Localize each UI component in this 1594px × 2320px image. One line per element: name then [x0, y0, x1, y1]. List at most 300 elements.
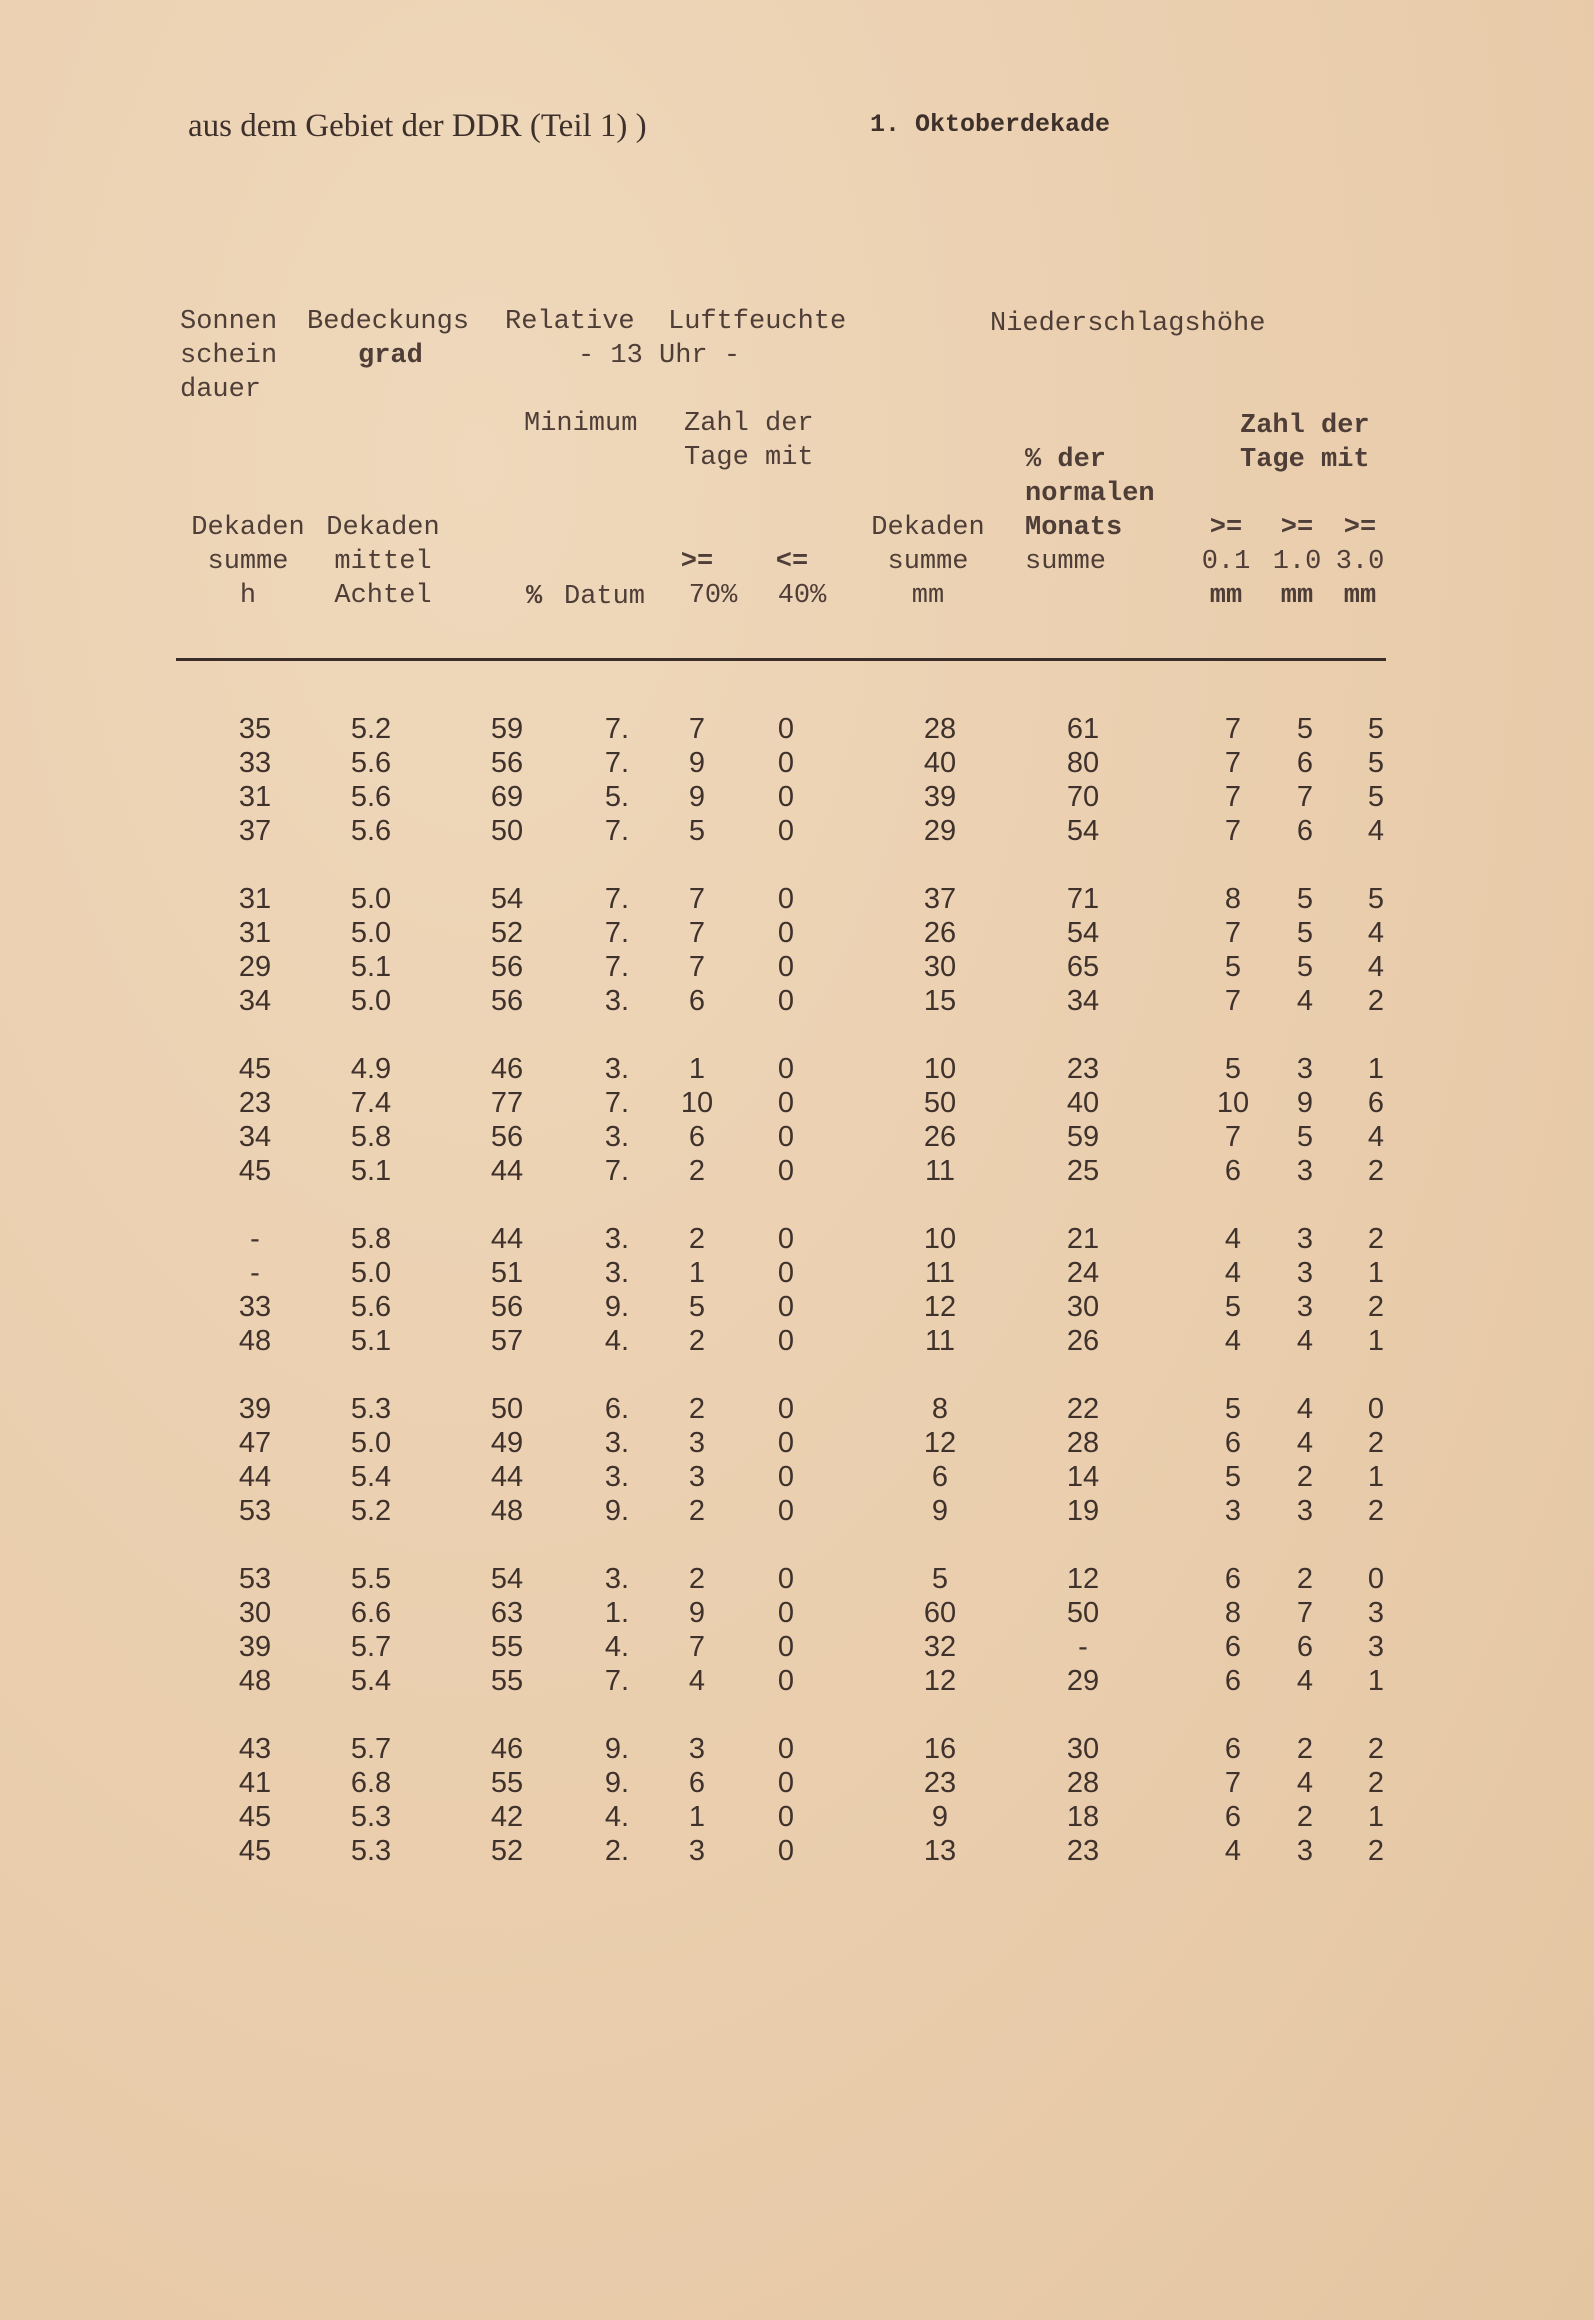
cell-tage-ge30: 2: [1367, 985, 1385, 1017]
cell-minimum-datum: 7.: [604, 747, 630, 779]
cell-dekaden-summe: 44: [238, 1461, 272, 1493]
cell-niederschlag-summe: 6: [931, 1461, 949, 1493]
cell-tage-ge01: 7: [1224, 917, 1242, 949]
cell-tage-ge01: 6: [1224, 1631, 1242, 1663]
cell-tage-le40: 0: [777, 917, 795, 949]
cell-tage-ge10: 3: [1296, 1835, 1314, 1867]
header-monats: Monats: [1025, 513, 1123, 543]
cell-tage-le40: 0: [777, 1767, 795, 1799]
cell-tage-ge01: 6: [1224, 1155, 1242, 1187]
cell-minimum-datum: 4.: [604, 1801, 630, 1833]
cell-niederschlag-summe: 12: [923, 1665, 957, 1697]
cell-dekaden-mittel: 5.1: [350, 1155, 392, 1187]
cell-tage-ge70: 2: [688, 1495, 706, 1527]
table-row: [0, 984, 1594, 1018]
cell-tage-ge30: 1: [1367, 1257, 1385, 1289]
cell-tage-le40: 0: [777, 1291, 795, 1323]
cell-tage-ge10: 4: [1296, 1325, 1314, 1357]
cell-dekaden-summe: 43: [238, 1733, 272, 1765]
cell-niederschlag-summe: 28: [923, 713, 957, 745]
cell-tage-ge70: 3: [688, 1733, 706, 1765]
cell-dekaden-mittel: 5.5: [350, 1563, 392, 1595]
cell-feuchte-minimum: 69: [490, 781, 524, 813]
table-row: [0, 1222, 1594, 1256]
table-row: [0, 1392, 1594, 1426]
header-rule: [176, 658, 1386, 661]
cell-tage-le40: 0: [777, 747, 795, 779]
cell-tage-le40: 0: [777, 1155, 795, 1187]
row-group: [0, 712, 1594, 848]
cell-tage-le40: 0: [777, 1801, 795, 1833]
cell-pct-normal: -: [1078, 1631, 1088, 1663]
cell-feuchte-minimum: 56: [490, 1121, 524, 1153]
cell-dekaden-mittel: 5.3: [350, 1393, 392, 1425]
header-nd-summe: summe: [887, 547, 969, 577]
cell-niederschlag-summe: 29: [923, 815, 957, 847]
cell-dekaden-mittel: 6.6: [350, 1597, 392, 1629]
cell-tage-ge10: 4: [1296, 1427, 1314, 1459]
cell-tage-ge30: 2: [1367, 1427, 1385, 1459]
cell-minimum-datum: 7.: [604, 815, 630, 847]
cell-tage-le40: 0: [777, 1733, 795, 1765]
cell-feuchte-minimum: 54: [490, 883, 524, 915]
cell-tage-ge30: 4: [1367, 917, 1385, 949]
cell-feuchte-minimum: 57: [490, 1325, 524, 1357]
cell-minimum-datum: 7.: [604, 917, 630, 949]
cell-niederschlag-summe: 39: [923, 781, 957, 813]
cell-pct-normal: 30: [1066, 1291, 1100, 1323]
header-luftfeuchte-1: Luftfeuchte: [668, 307, 847, 337]
cell-niederschlag-summe: 11: [924, 1155, 956, 1187]
cell-tage-le40: 0: [777, 781, 795, 813]
header-niederschlag: Niederschlagshöhe: [990, 309, 1266, 339]
cell-tage-ge30: 4: [1367, 815, 1385, 847]
table-row: [0, 882, 1594, 916]
cell-dekaden-summe: -: [250, 1257, 260, 1289]
cell-pct-normal: 21: [1066, 1223, 1100, 1255]
cell-minimum-datum: 4.: [604, 1325, 630, 1357]
header-pct-der: % der: [1025, 445, 1107, 475]
cell-niederschlag-summe: 10: [923, 1053, 957, 1085]
cell-tage-ge30: 2: [1367, 1223, 1385, 1255]
cell-dekaden-summe: 33: [238, 1291, 272, 1323]
cell-minimum-datum: 4.: [604, 1631, 630, 1663]
table-row: [0, 1256, 1594, 1290]
cell-tage-ge70: 5: [688, 815, 706, 847]
header-datum: Datum: [564, 582, 646, 612]
cell-niederschlag-summe: 10: [923, 1223, 957, 1255]
cell-niederschlag-summe: 11: [924, 1257, 956, 1289]
cell-dekaden-mittel: 6.8: [350, 1767, 392, 1799]
cell-tage-ge70: 1: [688, 1257, 706, 1289]
cell-feuchte-minimum: 55: [490, 1631, 524, 1663]
cell-tage-ge10: 4: [1296, 1393, 1314, 1425]
cell-tage-ge10: 3: [1296, 1291, 1314, 1323]
cell-feuchte-minimum: 44: [490, 1223, 524, 1255]
cell-dekaden-summe: 45: [238, 1801, 272, 1833]
cell-feuchte-minimum: 50: [490, 1393, 524, 1425]
cell-minimum-datum: 9.: [604, 1495, 630, 1527]
header-nd-mm: mm: [911, 581, 945, 611]
table-row: [0, 1426, 1594, 1460]
table-row: [0, 1732, 1594, 1766]
cell-tage-ge30: 0: [1367, 1563, 1385, 1595]
header-le40-1: <=: [775, 547, 809, 577]
cell-pct-normal: 23: [1066, 1053, 1100, 1085]
cell-dekaden-mittel: 5.4: [350, 1665, 392, 1697]
cell-tage-ge70: 3: [688, 1461, 706, 1493]
cell-dekaden-summe: 45: [238, 1155, 272, 1187]
cell-tage-ge01: 7: [1224, 1121, 1242, 1153]
cell-pct-normal: 34: [1066, 985, 1100, 1017]
cell-tage-le40: 0: [777, 1631, 795, 1663]
cell-dekaden-summe: 23: [238, 1087, 272, 1119]
header-ge30-3: mm: [1343, 581, 1377, 611]
cell-minimum-datum: 3.: [604, 1461, 630, 1493]
cell-tage-ge70: 7: [688, 917, 706, 949]
cell-dekaden-summe: 34: [238, 985, 272, 1017]
cell-minimum-datum: 9.: [604, 1291, 630, 1323]
table-row: [0, 1630, 1594, 1664]
cell-dekaden-mittel: 5.0: [350, 883, 392, 915]
header-dekaden-mittel-3: Achtel: [334, 581, 432, 611]
cell-dekaden-mittel: 5.2: [350, 713, 392, 745]
cell-dekaden-summe: 31: [238, 883, 272, 915]
table-row: [0, 1086, 1594, 1120]
header-normalen: normalen: [1025, 479, 1155, 509]
cell-feuchte-minimum: 56: [490, 951, 524, 983]
cell-niederschlag-summe: 26: [923, 917, 957, 949]
cell-tage-ge30: 1: [1367, 1053, 1385, 1085]
cell-dekaden-mittel: 5.0: [350, 1427, 392, 1459]
cell-pct-normal: 40: [1066, 1087, 1100, 1119]
page-title: aus dem Gebiet der DDR (Teil 1) ): [188, 108, 647, 144]
cell-dekaden-summe: -: [250, 1223, 260, 1255]
header-dekaden-summe-3: h: [239, 581, 257, 611]
cell-minimum-datum: 7.: [604, 713, 630, 745]
cell-minimum-datum: 2.: [604, 1835, 630, 1867]
cell-niederschlag-summe: 13: [923, 1835, 957, 1867]
cell-dekaden-summe: 48: [238, 1665, 272, 1697]
cell-tage-le40: 0: [777, 1087, 795, 1119]
cell-dekaden-summe: 34: [238, 1121, 272, 1153]
cell-tage-ge30: 5: [1367, 713, 1385, 745]
cell-dekaden-mittel: 5.0: [350, 1257, 392, 1289]
cell-niederschlag-summe: 60: [923, 1597, 957, 1629]
header-relative-2: - 13 Uhr -: [578, 341, 741, 371]
table-row: [0, 1494, 1594, 1528]
cell-pct-normal: 71: [1066, 883, 1100, 915]
cell-tage-ge01: 8: [1224, 883, 1242, 915]
cell-tage-ge10: 9: [1296, 1087, 1314, 1119]
row-group: [0, 1052, 1594, 1188]
cell-minimum-datum: 7.: [604, 1665, 630, 1697]
cell-feuchte-minimum: 51: [490, 1257, 524, 1289]
header-dekaden-mittel-2: mittel: [334, 547, 432, 577]
header-dekaden-summe-1: Dekaden: [191, 513, 305, 543]
cell-dekaden-summe: 31: [238, 917, 272, 949]
cell-tage-ge01: 7: [1224, 747, 1242, 779]
cell-pct-normal: 23: [1066, 1835, 1100, 1867]
cell-minimum-datum: 7.: [604, 1087, 630, 1119]
table-row: [0, 1120, 1594, 1154]
cell-tage-ge70: 9: [688, 781, 706, 813]
cell-tage-ge70: 1: [688, 1801, 706, 1833]
cell-tage-le40: 0: [777, 1665, 795, 1697]
cell-tage-ge01: 4: [1224, 1223, 1242, 1255]
cell-feuchte-minimum: 55: [490, 1767, 524, 1799]
table-row: [0, 950, 1594, 984]
cell-niederschlag-summe: 9: [931, 1495, 949, 1527]
cell-minimum-datum: 5.: [604, 781, 630, 813]
cell-tage-ge10: 3: [1296, 1223, 1314, 1255]
cell-pct-normal: 25: [1066, 1155, 1100, 1187]
cell-tage-le40: 0: [777, 1053, 795, 1085]
header-sonnen-3: dauer: [180, 375, 262, 405]
cell-pct-normal: 61: [1066, 713, 1100, 745]
cell-tage-ge01: 4: [1224, 1835, 1242, 1867]
cell-dekaden-summe: 47: [238, 1427, 272, 1459]
cell-tage-ge30: 0: [1367, 1393, 1385, 1425]
cell-tage-ge01: 4: [1224, 1325, 1242, 1357]
cell-pct-normal: 29: [1066, 1665, 1100, 1697]
header-ge01-1: >=: [1209, 513, 1243, 543]
cell-tage-le40: 0: [777, 1495, 795, 1527]
cell-tage-ge10: 2: [1296, 1461, 1314, 1493]
header-dekaden-mittel-1: Dekaden: [326, 513, 440, 543]
cell-dekaden-mittel: 5.2: [350, 1495, 392, 1527]
cell-tage-le40: 0: [777, 985, 795, 1017]
cell-tage-ge30: 3: [1367, 1631, 1385, 1663]
header-zahl-der-a: Zahl der: [684, 409, 814, 439]
cell-dekaden-mittel: 5.7: [350, 1733, 392, 1765]
data-table-body: [0, 712, 1594, 1902]
cell-feuchte-minimum: 77: [490, 1087, 524, 1119]
table-row: [0, 746, 1594, 780]
cell-tage-ge10: 6: [1296, 1631, 1314, 1663]
cell-pct-normal: 65: [1066, 951, 1100, 983]
table-row: [0, 916, 1594, 950]
cell-dekaden-summe: 45: [238, 1053, 272, 1085]
cell-niederschlag-summe: 8: [931, 1393, 949, 1425]
cell-pct-normal: 12: [1066, 1563, 1100, 1595]
cell-niederschlag-summe: 16: [923, 1733, 957, 1765]
header-zahl-der-b: Zahl der: [1240, 411, 1370, 441]
cell-tage-ge70: 3: [688, 1835, 706, 1867]
cell-minimum-datum: 3.: [604, 1563, 630, 1595]
cell-dekaden-summe: 29: [238, 951, 272, 983]
cell-tage-ge30: 1: [1367, 1325, 1385, 1357]
cell-tage-ge01: 6: [1224, 1665, 1242, 1697]
cell-tage-ge70: 2: [688, 1393, 706, 1425]
cell-dekaden-summe: 39: [238, 1393, 272, 1425]
cell-tage-ge70: 9: [688, 1597, 706, 1629]
header-le40-2: 40%: [777, 581, 827, 611]
table-row: [0, 1052, 1594, 1086]
cell-tage-ge10: 5: [1296, 1121, 1314, 1153]
cell-minimum-datum: 3.: [604, 1121, 630, 1153]
cell-tage-ge01: 5: [1224, 1461, 1242, 1493]
cell-minimum-datum: 3.: [604, 1257, 630, 1289]
cell-dekaden-summe: 39: [238, 1631, 272, 1663]
cell-tage-le40: 0: [777, 883, 795, 915]
cell-pct-normal: 28: [1066, 1767, 1100, 1799]
cell-niederschlag-summe: 50: [923, 1087, 957, 1119]
header-ge10-1: >=: [1280, 513, 1314, 543]
cell-tage-le40: 0: [777, 1223, 795, 1255]
cell-feuchte-minimum: 56: [490, 985, 524, 1017]
cell-minimum-datum: 6.: [604, 1393, 630, 1425]
cell-tage-ge10: 6: [1296, 815, 1314, 847]
header-ge30-1: >=: [1343, 513, 1377, 543]
cell-minimum-datum: 3.: [604, 1223, 630, 1255]
cell-dekaden-mittel: 5.6: [350, 781, 392, 813]
cell-tage-ge10: 3: [1296, 1495, 1314, 1527]
header-tage-mit-a: Tage mit: [684, 443, 814, 473]
header-dekaden-summe-2: summe: [207, 547, 289, 577]
header-pct: %: [526, 582, 543, 612]
header-ge10-2: 1.0: [1272, 547, 1322, 577]
cell-niederschlag-summe: 15: [923, 985, 957, 1017]
table-row: [0, 1324, 1594, 1358]
cell-tage-ge10: 2: [1296, 1801, 1314, 1833]
cell-feuchte-minimum: 44: [490, 1461, 524, 1493]
cell-dekaden-summe: 41: [238, 1767, 272, 1799]
cell-niederschlag-summe: 12: [923, 1291, 957, 1323]
cell-tage-ge70: 6: [688, 985, 706, 1017]
cell-minimum-datum: 7.: [604, 1155, 630, 1187]
table-row: [0, 1562, 1594, 1596]
cell-tage-le40: 0: [777, 1325, 795, 1357]
table-row: [0, 712, 1594, 746]
cell-tage-ge30: 2: [1367, 1495, 1385, 1527]
cell-tage-ge01: 4: [1224, 1257, 1242, 1289]
cell-tage-ge70: 10: [680, 1087, 714, 1119]
table-row: [0, 1834, 1594, 1868]
cell-dekaden-mittel: 5.6: [350, 815, 392, 847]
row-group: [0, 1562, 1594, 1698]
cell-dekaden-mittel: 5.7: [350, 1631, 392, 1663]
cell-tage-ge30: 5: [1367, 883, 1385, 915]
cell-feuchte-minimum: 44: [490, 1155, 524, 1187]
cell-tage-ge30: 5: [1367, 781, 1385, 813]
cell-tage-ge10: 5: [1296, 951, 1314, 983]
cell-pct-normal: 54: [1066, 917, 1100, 949]
cell-dekaden-mittel: 5.3: [350, 1835, 392, 1867]
cell-tage-ge10: 7: [1296, 1597, 1314, 1629]
cell-tage-ge01: 5: [1224, 1393, 1242, 1425]
cell-feuchte-minimum: 55: [490, 1665, 524, 1697]
cell-minimum-datum: 3.: [604, 1427, 630, 1459]
cell-tage-ge01: 10: [1216, 1087, 1250, 1119]
table-row: [0, 780, 1594, 814]
header-ge70-1: >=: [680, 547, 714, 577]
cell-feuchte-minimum: 49: [490, 1427, 524, 1459]
cell-tage-le40: 0: [777, 951, 795, 983]
cell-tage-ge01: 7: [1224, 815, 1242, 847]
cell-dekaden-mittel: 5.1: [350, 1325, 392, 1357]
cell-feuchte-minimum: 46: [490, 1733, 524, 1765]
header-sonnen-1: Sonnen: [180, 307, 278, 337]
row-group: [0, 1222, 1594, 1358]
cell-dekaden-summe: 45: [238, 1835, 272, 1867]
header-nd-dekaden: Dekaden: [871, 513, 985, 543]
cell-feuchte-minimum: 56: [490, 1291, 524, 1323]
cell-tage-le40: 0: [777, 713, 795, 745]
cell-minimum-datum: 3.: [604, 985, 630, 1017]
cell-tage-ge01: 5: [1224, 1053, 1242, 1085]
cell-tage-ge70: 2: [688, 1563, 706, 1595]
cell-tage-ge10: 6: [1296, 747, 1314, 779]
cell-tage-ge70: 2: [688, 1223, 706, 1255]
table-row: [0, 1596, 1594, 1630]
cell-dekaden-mittel: 7.4: [350, 1087, 392, 1119]
cell-dekaden-summe: 37: [238, 815, 272, 847]
cell-dekaden-summe: 31: [238, 781, 272, 813]
cell-dekaden-mittel: 5.1: [350, 951, 392, 983]
cell-pct-normal: 54: [1066, 815, 1100, 847]
header-ge70-2: 70%: [688, 581, 738, 611]
cell-tage-ge10: 4: [1296, 1767, 1314, 1799]
cell-tage-ge01: 5: [1224, 1291, 1242, 1323]
cell-tage-ge70: 7: [688, 951, 706, 983]
cell-tage-ge01: 7: [1224, 713, 1242, 745]
header-minimum: Minimum: [524, 409, 638, 439]
cell-tage-ge01: 6: [1224, 1427, 1242, 1459]
table-row: [0, 1154, 1594, 1188]
cell-tage-ge70: 6: [688, 1767, 706, 1799]
cell-dekaden-summe: 53: [238, 1495, 272, 1527]
cell-pct-normal: 14: [1066, 1461, 1100, 1493]
cell-tage-ge30: 2: [1367, 1155, 1385, 1187]
cell-tage-ge10: 5: [1296, 713, 1314, 745]
header-ge30-2: 3.0: [1335, 547, 1385, 577]
cell-tage-ge70: 6: [688, 1121, 706, 1153]
cell-tage-le40: 0: [777, 1461, 795, 1493]
cell-tage-ge70: 9: [688, 747, 706, 779]
header-relative-1: Relative: [505, 307, 635, 337]
cell-niederschlag-summe: 40: [923, 747, 957, 779]
table-row: [0, 1664, 1594, 1698]
cell-dekaden-mittel: 5.6: [350, 1291, 392, 1323]
cell-tage-ge10: 3: [1296, 1053, 1314, 1085]
cell-feuchte-minimum: 42: [490, 1801, 524, 1833]
cell-tage-ge30: 4: [1367, 1121, 1385, 1153]
cell-tage-ge01: 6: [1224, 1563, 1242, 1595]
table-row: [0, 814, 1594, 848]
cell-tage-le40: 0: [777, 1597, 795, 1629]
cell-tage-ge30: 2: [1367, 1767, 1385, 1799]
cell-tage-ge30: 1: [1367, 1665, 1385, 1697]
cell-tage-ge70: 4: [688, 1665, 706, 1697]
cell-tage-le40: 0: [777, 1427, 795, 1459]
cell-pct-normal: 18: [1066, 1801, 1100, 1833]
cell-dekaden-mittel: 5.0: [350, 917, 392, 949]
cell-tage-ge10: 3: [1296, 1155, 1314, 1187]
cell-pct-normal: 19: [1066, 1495, 1100, 1527]
cell-dekaden-summe: 35: [238, 713, 272, 745]
header-bedeckung-1: Bedeckungs: [307, 307, 470, 337]
cell-pct-normal: 59: [1066, 1121, 1100, 1153]
cell-tage-ge10: 5: [1296, 883, 1314, 915]
cell-tage-ge30: 2: [1367, 1835, 1385, 1867]
cell-tage-le40: 0: [777, 1121, 795, 1153]
cell-feuchte-minimum: 63: [490, 1597, 524, 1629]
cell-niederschlag-summe: 32: [923, 1631, 957, 1663]
cell-tage-ge70: 2: [688, 1325, 706, 1357]
header-monats-summe: summe: [1025, 547, 1107, 577]
header-bedeckung-2: grad: [358, 341, 423, 371]
